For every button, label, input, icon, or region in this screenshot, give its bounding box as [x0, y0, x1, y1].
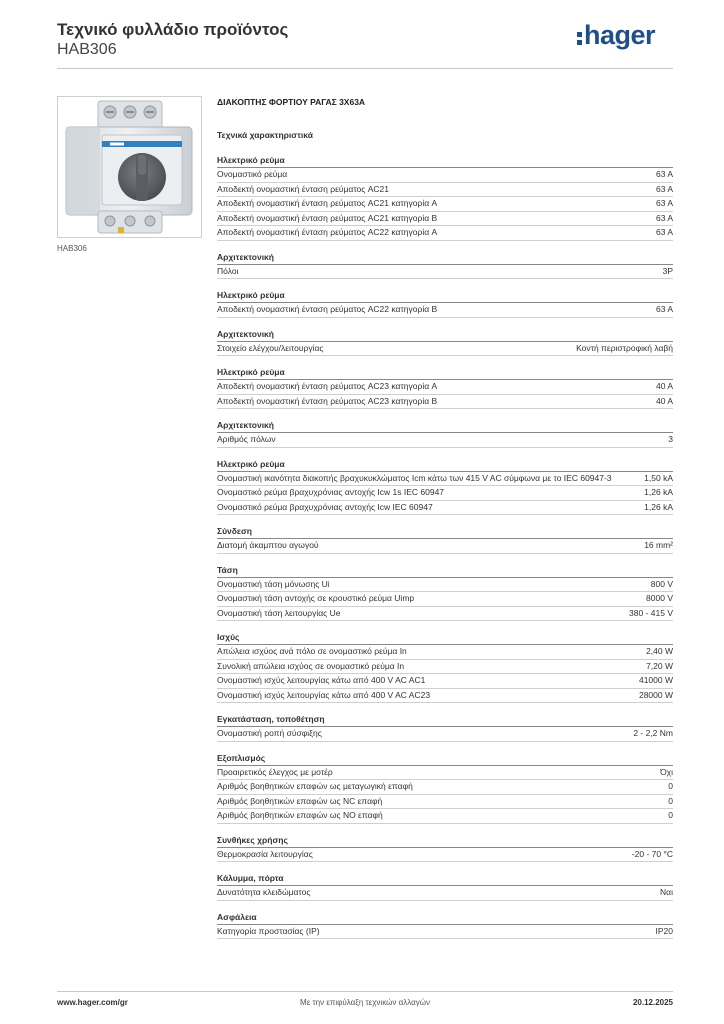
- spec-group-title: Συνθήκες χρήσης: [217, 834, 673, 848]
- spec-group-title: Τάση: [217, 564, 673, 578]
- spec-group-title: Ηλεκτρικό ρεύμα: [217, 154, 673, 168]
- spec-row: [217, 342, 673, 357]
- spec-group: [217, 289, 673, 318]
- spec-label: Ονομαστική τάση λειτουργίας Ue: [217, 607, 341, 618]
- image-caption: HAB306: [57, 244, 87, 253]
- spec-label: Ονομαστική ισχύς λειτουργίας κάτω από 400 V AC AC1: [217, 675, 426, 685]
- spec-group-title: Κάλυμμα, πόρτα: [217, 872, 673, 886]
- spec-label: Θερμοκρασία λειτουργίας: [217, 848, 313, 859]
- switch-disconnector-illustration: [58, 97, 201, 237]
- spec-group: [217, 911, 673, 940]
- spec-row: [217, 168, 673, 183]
- spec-value: 40 A: [655, 395, 673, 406]
- spec-label: Αριθμός βοηθητικών επαφών ως μεταγωγική επαφή: [217, 781, 413, 791]
- technical-characteristics-title: Τεχνικά χαρακτηριστικά: [217, 130, 313, 140]
- spec-label: Αποδεκτή ονομαστική ένταση ρεύματος AC23 κατηγορία B: [217, 395, 438, 406]
- spec-value: 1,26 kA: [644, 487, 673, 497]
- spec-group-title: Αρχιτεκτονική: [217, 419, 673, 433]
- spec-row: [217, 848, 673, 863]
- spec-label: Αποδεκτή ονομαστική ένταση ρεύματος AC21 κατηγορία B: [217, 212, 438, 223]
- spec-row: [217, 183, 673, 198]
- footer-date: 20.12.2025: [632, 998, 673, 1007]
- footer-divider: [57, 991, 673, 992]
- spec-label: Ονομαστική τάση αντοχής σε κρουστικό ρεύμα Uimp: [217, 593, 415, 603]
- spec-group: [217, 872, 673, 901]
- spec-value: IP20: [655, 925, 673, 936]
- spec-group-title: Ηλεκτρικό ρεύμα: [217, 458, 673, 472]
- spec-row: [217, 212, 673, 227]
- specifications: [217, 96, 673, 949]
- spec-value: 63 A: [655, 227, 673, 237]
- spec-row: [217, 660, 673, 675]
- spec-label: Αποδεκτή ονομαστική ένταση ρεύματος AC22 κατηγορία A: [217, 227, 438, 237]
- spec-label: Ονομαστικό ρεύμα βραχυχρόνιας αντοχής Icw IEC 60947: [217, 501, 433, 512]
- spec-row: [217, 645, 673, 660]
- spec-label: Δυνατότητα κλειδώματος: [217, 887, 311, 897]
- spec-row: [217, 886, 673, 901]
- spec-groups: [217, 154, 673, 939]
- document-title: Τεχνικό φυλλάδιο προϊόντος: [57, 20, 289, 39]
- spec-value: Κοντή περιστροφική λαβή: [576, 342, 673, 353]
- spec-value: 0: [668, 810, 673, 820]
- spec-group: [217, 366, 673, 409]
- spec-group-title: Σύνδεση: [217, 525, 673, 539]
- spec-value: 1,26 kA: [644, 501, 673, 512]
- spec-row: [217, 226, 673, 241]
- spec-value: 40 A: [655, 381, 673, 391]
- spec-value: 3: [668, 434, 673, 444]
- spec-value: 380 - 415 V: [629, 607, 673, 618]
- spec-value: 63 A: [655, 169, 673, 179]
- spec-row: [217, 766, 673, 781]
- spec-label: Ονομαστική τάση μόνωσης Ui: [217, 578, 330, 589]
- spec-group: [217, 752, 673, 824]
- spec-group: [217, 328, 673, 357]
- spec-value: 16 mm²: [644, 540, 673, 550]
- spec-group-title: Ηλεκτρικό ρεύμα: [217, 366, 673, 380]
- spec-group: [217, 154, 673, 241]
- spec-value: 0: [668, 781, 673, 791]
- spec-group: [217, 713, 673, 742]
- spec-value: 2,40 W: [646, 646, 673, 656]
- spec-value: 2 - 2,2 Nm: [633, 728, 673, 738]
- spec-label: Πόλοι: [217, 265, 239, 276]
- spec-value: 63 A: [655, 212, 673, 223]
- spec-value: 63 A: [655, 183, 673, 194]
- hager-logo: [577, 20, 655, 50]
- footer-note: Με την επιφύλαξη τεχνικών αλλαγών: [300, 998, 430, 1007]
- spec-row: [217, 727, 673, 742]
- spec-label: Συνολική απώλεια ισχύος σε ονομαστικό ρεύμα In: [217, 660, 405, 671]
- spec-label: Ονομαστικό ρεύμα βραχυχρόνιας αντοχής Icw 1s IEC 60947: [217, 487, 445, 497]
- spec-value: Ναι: [660, 887, 673, 897]
- spec-row: [217, 472, 673, 487]
- spec-row: [217, 433, 673, 448]
- spec-row: [217, 395, 673, 410]
- spec-value: 0: [668, 795, 673, 806]
- spec-row: [217, 607, 673, 622]
- spec-group: [217, 525, 673, 554]
- spec-label: Ονομαστική ισχύς λειτουργίας κάτω από 400 V AC AC23: [217, 689, 431, 700]
- spec-label: Αριθμός βοηθητικών επαφών ως NC επαφή: [217, 795, 383, 806]
- spec-group-title: Αρχιτεκτονική: [217, 328, 673, 342]
- spec-row: [217, 780, 673, 795]
- spec-row: [217, 592, 673, 607]
- spec-label: Διατομή άκαμπτου αγωγού: [217, 540, 319, 550]
- spec-value: 28000 W: [638, 689, 673, 700]
- spec-row: [217, 486, 673, 501]
- spec-row: [217, 809, 673, 824]
- logo-dots-icon: [577, 32, 582, 45]
- spec-group-title: Αρχιτεκτονική: [217, 251, 673, 265]
- spec-group: [217, 419, 673, 448]
- spec-label: Αριθμός πόλων: [217, 434, 276, 444]
- spec-label: Απώλεια ισχύος ανά πόλο σε ονομαστικό ρεύμα In: [217, 646, 407, 656]
- spec-row: [217, 689, 673, 704]
- spec-row: [217, 578, 673, 593]
- spec-group: [217, 564, 673, 622]
- spec-row: [217, 380, 673, 395]
- spec-label: Αποδεκτή ονομαστική ένταση ρεύματος AC23 κατηγορία A: [217, 381, 438, 391]
- spec-label: Ονομαστική ικανότητα διακοπής βραχυκυκλώματος Icm κάτω των 415 V AC σύμφωνα με το IEC 60947-3: [217, 472, 612, 483]
- spec-label: Στοιχείο ελέγχου/λειτουργίας: [217, 342, 324, 353]
- spec-row: [217, 674, 673, 689]
- header-divider: [57, 68, 673, 69]
- spec-row: [217, 303, 673, 318]
- product-image: [57, 96, 202, 238]
- spec-value: -20 - 70 °C: [631, 848, 673, 859]
- spec-value: 63 A: [655, 304, 673, 314]
- footer-website-link[interactable]: www.hager.com/gr: [57, 998, 128, 1007]
- product-code: HAB306: [57, 41, 117, 58]
- spec-value: Όχι: [660, 766, 673, 777]
- spec-label: Προαιρετικός έλεγχος με μοτέρ: [217, 766, 333, 777]
- spec-label: Αποδεκτή ονομαστική ένταση ρεύματος AC21: [217, 183, 390, 194]
- spec-group-title: Ασφάλεια: [217, 911, 673, 925]
- spec-group-title: Ηλεκτρικό ρεύμα: [217, 289, 673, 303]
- product-name: ΔΙΑΚΟΠΤΗΣ ΦΟΡΤΙΟΥ ΡΑΓΑΣ 3Χ63Α: [217, 97, 366, 107]
- spec-value: 63 A: [655, 198, 673, 208]
- spec-value: 7,20 W: [646, 660, 673, 671]
- spec-value: 41000 W: [638, 675, 673, 685]
- spec-label: Αριθμός βοηθητικών επαφών ως NO επαφή: [217, 810, 383, 820]
- spec-label: Κατηγορία προστασίας (IP): [217, 925, 320, 936]
- spec-value: 800 V: [650, 578, 673, 589]
- spec-group: [217, 251, 673, 280]
- spec-row: [217, 501, 673, 516]
- spec-group: [217, 631, 673, 703]
- spec-value: 3P: [662, 265, 673, 276]
- spec-group-title: Ισχύς: [217, 631, 673, 645]
- spec-value: 8000 V: [646, 593, 673, 603]
- spec-group-title: Εξοπλισμός: [217, 752, 673, 766]
- spec-group-title: Εγκατάσταση, τοποθέτηση: [217, 713, 673, 727]
- logo-text: hager: [583, 20, 655, 50]
- spec-label: Ονομαστική ροπή σύσφιξης: [217, 728, 322, 738]
- spec-label: Αποδεκτή ονομαστική ένταση ρεύματος AC21 κατηγορία A: [217, 198, 438, 208]
- spec-label: Αποδεκτή ονομαστική ένταση ρεύματος AC22 κατηγορία B: [217, 304, 438, 314]
- spec-group: [217, 458, 673, 516]
- page-header: [57, 20, 673, 70]
- spec-value: 1,50 kA: [644, 472, 673, 483]
- spec-label: Ονομαστικό ρεύμα: [217, 169, 288, 179]
- spec-row: [217, 925, 673, 940]
- spec-row: [217, 539, 673, 554]
- spec-row: [217, 265, 673, 280]
- spec-group: [217, 834, 673, 863]
- spec-row: [217, 795, 673, 810]
- spec-row: [217, 197, 673, 212]
